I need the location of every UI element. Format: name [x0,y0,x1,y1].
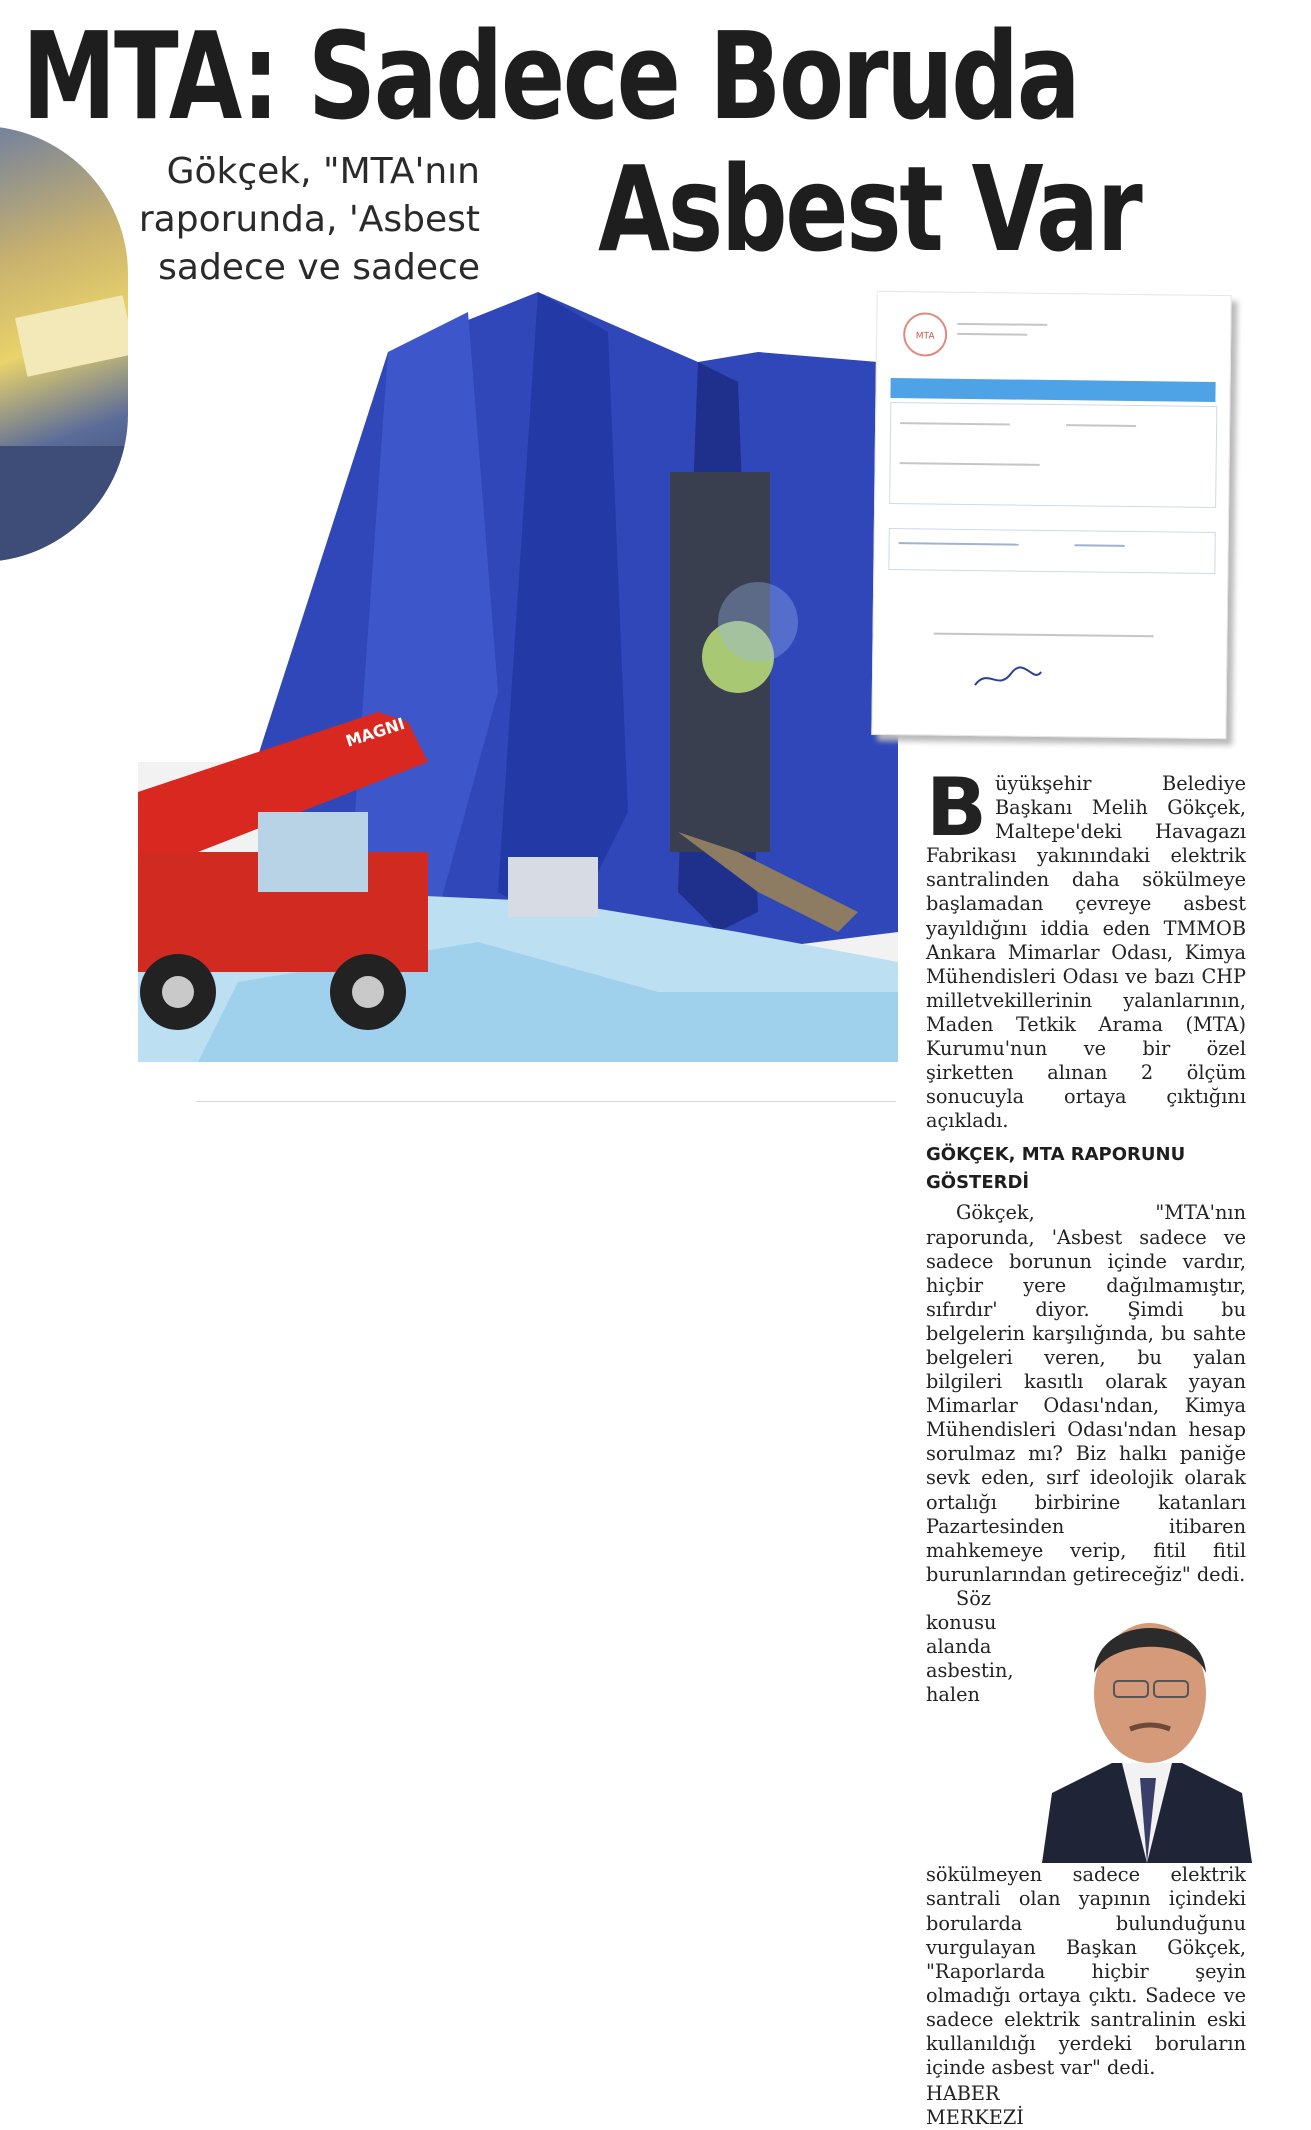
portrait-photo [1042,1593,1252,1863]
main-photo-illustration [138,292,898,1062]
article-paragraph: Söz konusu alanda asbestin, halen sökülmeyen sadece elektrik santrali olan yapının içindeki borularda bulunduğunu vurgulayan Başkan Gökçek, "Raporlarda hiçbir şeyin olmadığı ortaya çıktı. Sadece ve sadece elektrik santralinin eski kullanıldığı yerdeki boruların içinde asbest var" dedi. [926,1586,1246,2080]
byline [926,2082,1246,2130]
article-body [926,761,1246,2130]
pull-quote-line: raporunda, 'Asbest [138,198,480,240]
drop-cap: B [926,761,987,854]
pull-quote-line: sadece ve sadece [158,246,480,288]
headline-line-2: Asbest Var [598,140,1141,278]
mta-logo-icon [903,312,948,357]
article-paragraph: Gökçek, "MTA'nın raporunda, 'Asbest sadece ve sadece borunun içinde vardır, hiçbir yere dağılmamıştır, sıfırdır' diyor. Şimdi bu belgelerin karşılığında, bu sahte belgeleri veren, bu yalan bilgileri kasıtlı olarak yayan Mimarlar Odası'ndan, Kimya Mühendisleri Odası'ndan hesap sorulmaz mı? Biz halkı paniğe sevk eden, sırf ideolojik olarak ortalığı birbirine katanları Pazartesinden itibaren mahkemeye verip, fitil fitil burunlarından getireceğiz" dedi. [926,1201,1246,1586]
document-header-bar [890,378,1215,402]
signature-icon [973,663,1043,694]
lead-text: üyükşehir Belediye Başkanı Melih Gökçek, Maltepe'deki Havagazı Fabrikası yakınındaki elektrik santralinden daha sökülmeye başlamadan çevreye asbest yayıldığını iddia eden TMMOB Ankara Mimarlar Odası, Kimya Mühendisleri Odası ve bazı CHP milletvekillerinin yalanlarının, Maden Tetkik Arama (MTA) Kurumu'nun ve bir özel şirketten alınan 2 ölçüm sonucuyla ortaya çıktığını açıkladı. [926,772,1246,1133]
document-photo [871,291,1231,739]
byline-line: HABER [926,2082,1000,2106]
pull-quote-line: Gökçek, "MTA'nın [166,151,480,192]
divider [196,1101,896,1102]
main-photo [138,292,898,1062]
article-lead-paragraph [926,761,1246,1133]
byline-line: MERKEZİ [926,2106,1024,2130]
doc-logo-text: MTA [915,331,935,342]
main-photo-brand: MAGNI [343,713,408,751]
article-subhead: GÖKÇEK, MTA RAPORUNU GÖSTERDİ [926,1144,1186,1194]
headline-line-1: MTA: Sadece Boruda [22,8,1079,147]
